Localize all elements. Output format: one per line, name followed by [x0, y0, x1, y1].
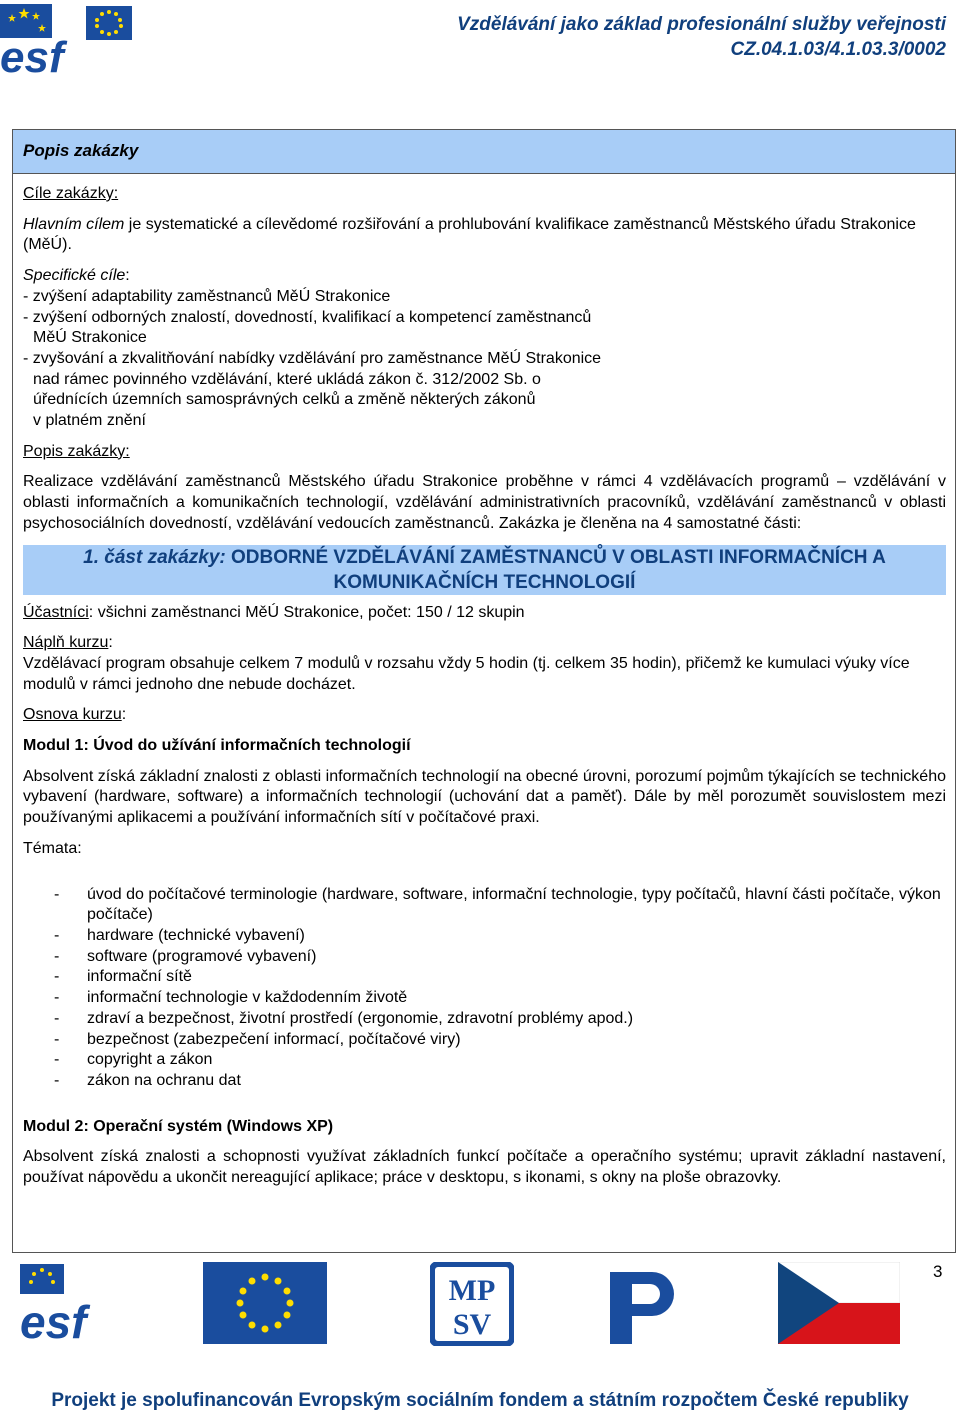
topic-item: - zdraví a bezpečnost, životní prostředí (ergonomie, zdravotní problémy apod.) — [54, 1009, 634, 1027]
specific-goals-heading: Specifické cíle: — [23, 267, 130, 285]
goals-heading: Cíle zakázky: — [23, 185, 119, 202]
project-code: CZ.04.1.03/4.1.03.3/0002 — [730, 39, 946, 60]
header-title — [457, 12, 946, 62]
mpsv-logo-icon — [430, 1262, 514, 1346]
svg-text:SV: SV — [452, 1308, 492, 1341]
description-text: Realizace vzdělávání zaměstnanců Městského úřadu Strakonice proběhne v rámci 4 vzdělávacích programů – vzdělávání v oblasti informačních a komunikačních technologií, vzdělávání administrativních pracovníků, vzdělávání zaměstnanců v oblasti psychosociálních dovedností, vzdělávání vedoucích zaměstnanců. Zakázka je členěna na 4 samostatné části: — [23, 473, 946, 532]
esf-footer-text: esf — [20, 1296, 87, 1342]
topic-item: - informační sítě — [54, 968, 192, 986]
program-logo — [600, 1262, 686, 1353]
list-item: v platném znění — [33, 412, 146, 430]
list-item: nad rámec povinného vzdělávání, které ukládá zákon č. 312/2002 Sb. o — [33, 370, 541, 388]
list-item: - zvýšení odborných znalostí, dovedností, kvalifikací a kompetencí zaměstnanců — [23, 308, 592, 326]
esf-logo-icon — [0, 2, 140, 74]
specific-goals-label: Specifické cíle — [23, 267, 126, 285]
topic-item: - software (programové vybavení) — [54, 947, 317, 965]
esf-logo — [0, 2, 140, 74]
course-content-heading: Náplň kurzu: — [23, 634, 113, 652]
part1-title-line1: ODBORNÉ VZDĚLÁVÁNÍ ZAMĚSTNANCŮ V OBLASTI INFORMAČNÍCH A — [225, 546, 886, 568]
project-title: Vzdělávání jako základ profesionální služby veřejnosti — [457, 14, 946, 35]
main-goal-label: Hlavním cílem — [23, 215, 125, 233]
esf-logo-text: esf — [0, 33, 64, 74]
part1-heading — [23, 545, 946, 595]
main-goal-text: je systematické a cílevědomé rozšiřování a prohlubování kvalifikace zaměstnanců Městského úřadu Strakonice (MěÚ). — [23, 215, 916, 254]
module1-topics-label: Témata: — [23, 839, 82, 857]
list-item: úřednících územních samosprávných celků a změně některých zákonů — [33, 391, 536, 409]
course-outline-heading: Osnova kurzu: — [23, 706, 127, 724]
topic-item: - hardware (technické vybavení) — [54, 926, 305, 944]
footer-text: Projekt je spolufinancován Evropským sociálním fondem a státním rozpočtem České republiky — [51, 1390, 909, 1411]
topic-item: - bezpečnost (zabezpečení informací, počítačové viry) — [54, 1030, 461, 1048]
participants-label: Účastníci — [23, 603, 89, 621]
part1-label: 1. část zakázky: — [83, 546, 226, 568]
participants — [23, 603, 946, 624]
topic-item: - zákon na ochranu dat — [54, 1071, 241, 1089]
list-item: - zvýšení adaptability zaměstnanců MěÚ Strakonice — [23, 287, 391, 305]
list-item: MěÚ Strakonice — [33, 329, 147, 347]
section-title: Popis zakázky — [23, 141, 139, 160]
module2-text: Absolvent získá znalosti a schopnosti využívat základních funkcí počítače a operačního systému; upravit základní nastavení, používat nápovědu a ukončit nereagující aplikace; práce v desktopu, s ikonami, s okny na ploše obrazovky. — [23, 1148, 946, 1187]
eu-flag — [203, 1262, 327, 1349]
program-logo-icon — [600, 1262, 686, 1348]
course-outline-label: Osnova kurzu — [23, 706, 122, 724]
mpsv-text: MP — [448, 1274, 496, 1307]
topic-item: - copyright a zákon — [54, 1051, 213, 1069]
topic-item: - úvod do počítačové terminologie (hardware, software, informační technologie, typy počítačů, hlavní části počítače, výkon počítače) — [54, 885, 941, 924]
footer-logos — [0, 1262, 960, 1344]
czech-flag — [778, 1262, 900, 1349]
main-goal-paragraph — [23, 215, 946, 256]
eu-flag-icon — [203, 1262, 327, 1344]
list-item: - zvyšování a zkvalitňování nabídky vzdělávání pro zaměstnance MěÚ Strakonice — [23, 349, 602, 367]
part1-title-line2: KOMUNIKAČNÍCH TECHNOLOGIÍ — [333, 571, 636, 593]
esf-footer-icon — [20, 1262, 116, 1342]
specific-goals-list — [23, 287, 946, 432]
module1-topics-list — [23, 885, 946, 1092]
course-content-label: Náplň kurzu — [23, 634, 109, 652]
module2-title: Modul 2: Operační systém (Windows XP) — [23, 1117, 334, 1135]
page-number: 3 — [933, 1262, 943, 1281]
mpsv-logo — [430, 1262, 514, 1351]
document-body — [23, 184, 946, 1189]
footer-esf-logo — [20, 1262, 116, 1347]
module1-text: Absolvent získá základní znalosti z oblasti informačních technologií na obecné úrovni, porozumí pojmům týkajících se technického vybavení (hardware, software) a informačních technologií (uchování dat a paměť). Dále by měl porozumět souvislostem mezi používanými aplikacemi a používání informačních sítí v počítačové praxi. — [23, 767, 946, 827]
topic-item: - informační technologie v každodenním životě — [54, 989, 408, 1007]
course-content-text: Vzdělávací program obsahuje celkem 7 modulů v rozsahu vždy 5 hodin (tj. celkem 35 hodin), přičemž ke kumulaci výuky více modulů v rámci jednoho dne nebude docházet. — [23, 654, 910, 693]
section-header — [13, 130, 955, 174]
description-heading: Popis zakázky: — [23, 442, 130, 460]
participants-text: : všichni zaměstnanci MěÚ Strakonice, počet: 150 / 12 skupin — [88, 603, 525, 621]
module1-title: Modul 1: Úvod do užívání informačních technologií — [23, 737, 411, 755]
czech-flag-icon — [778, 1262, 900, 1344]
